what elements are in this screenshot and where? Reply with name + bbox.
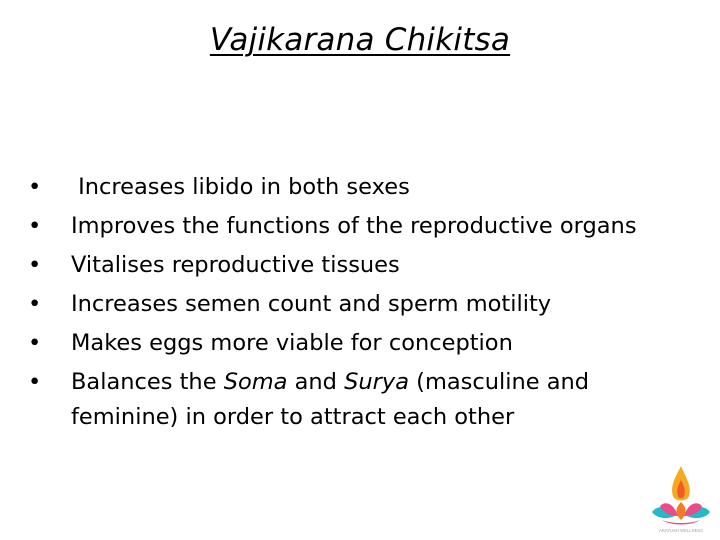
bullet-text-part: and — [287, 369, 345, 395]
list-item — [28, 248, 668, 283]
bullet-list — [28, 170, 668, 439]
lotus-base — [662, 520, 700, 525]
bullet-text: Improves the functions of the reproductive organs — [71, 213, 637, 239]
bullet-marker: • — [28, 330, 42, 356]
soma-term: Soma — [223, 369, 288, 395]
bullet-marker: • — [28, 174, 42, 200]
bullet-text-part: (masculine and feminine) in order to attract each other — [71, 369, 597, 430]
logo-caption: ARAYUSH WELLNESS — [659, 528, 703, 533]
bullet-text-part: Balances the — [71, 369, 224, 395]
bullet-text — [71, 369, 596, 430]
lotus-flame-logo-icon — [642, 462, 720, 540]
slide-title: Vajikarana Chikitsa — [209, 22, 511, 58]
list-item — [28, 209, 668, 244]
bullet-text: Increases libido in both sexes — [71, 174, 410, 200]
list-item — [28, 287, 668, 322]
bullet-marker: • — [28, 369, 42, 395]
bullet-marker: • — [28, 291, 42, 317]
lotus-petal-center — [677, 502, 686, 520]
bullet-text: Increases semen count and sperm motility — [71, 291, 552, 317]
list-item — [28, 365, 668, 435]
list-item — [28, 326, 668, 361]
bullet-marker: • — [28, 213, 42, 239]
bullet-text: Vitalises reproductive tissues — [71, 252, 400, 278]
bullet-text: Makes eggs more viable for conception — [71, 330, 513, 356]
bullet-marker: • — [28, 252, 42, 278]
surya-term: Surya — [344, 369, 410, 395]
list-item — [28, 170, 668, 205]
